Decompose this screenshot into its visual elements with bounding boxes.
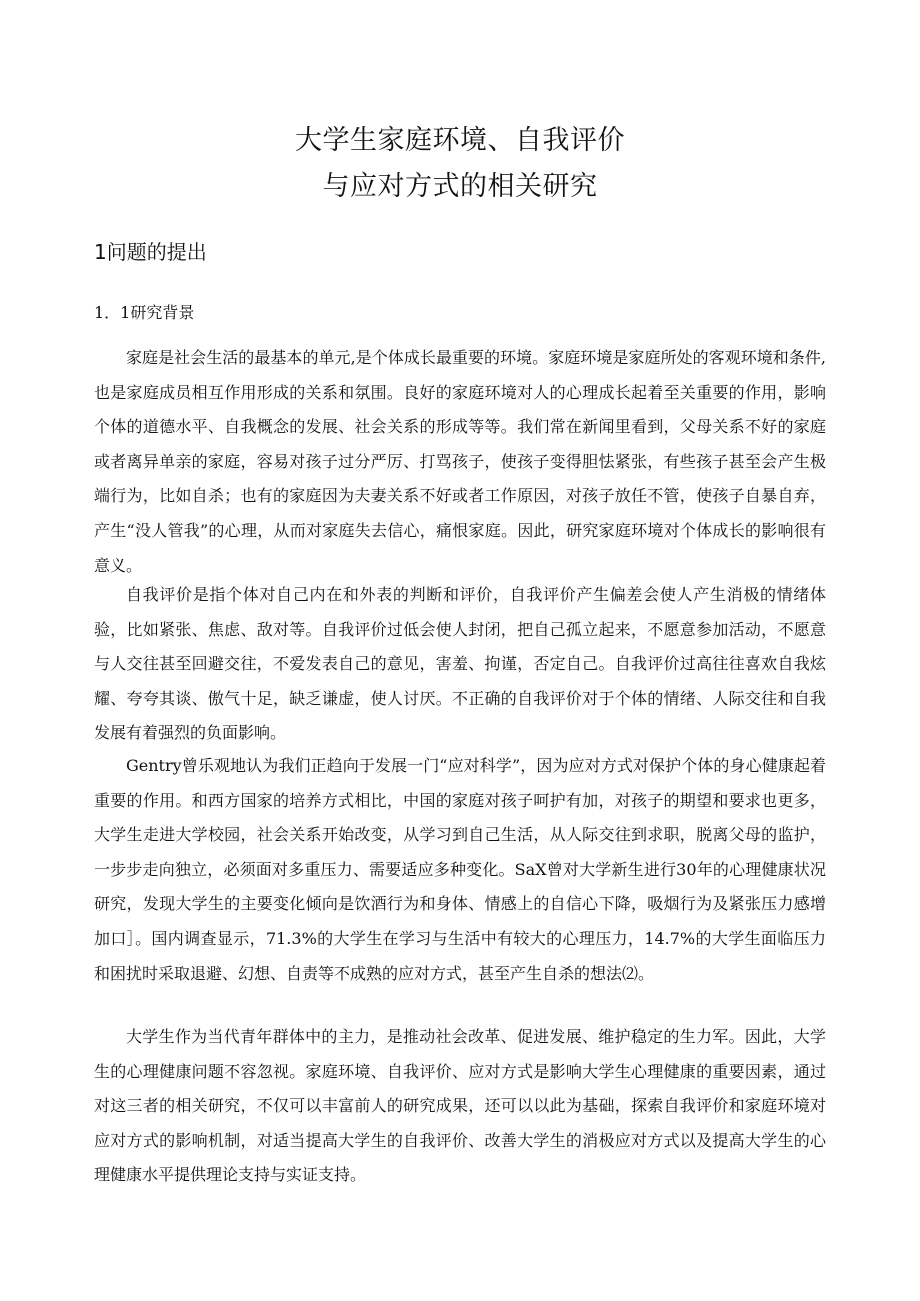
subsection-heading: 1．1研究背景: [94, 303, 195, 322]
paragraph-research-significance: 大学生作为当代青年群体中的主力，是推动社会改革、促进发展、维护稳定的生力军。因此，大学生的心理健康问题不容忽视。家庭环境、自我评价、应对方式是影响大学生心理健康的重要因素，通过对这三者的相关研究，不仅可以丰富前人的研究成果，还可以以此为基础，探索自我评价和家庭环境对应对方式的影响机制，对适当提高大学生的自我评价、改善大学生的消极应对方式以及提高大学生的心理健康水平提供理论支持与实证支持。: [94, 1027, 826, 1185]
paragraph-self-evaluation: 自我评价是指个体对自己内在和外表的判断和评价，自我评价产生偏差会使人产生消极的情绪体验，比如紧张、焦虑、敌对等。自我评价过低会使人封闭，把自己孤立起来，不愿意参加活动，不愿意与人交往甚至回避交往，不爱发表自己的意见，害羞、拘谨，否定自己。自我评价过高往往喜欢自我炫耀、夸夸其谈、傲气十足，缺乏谦虚，使人讨厌。不正确的自我评价对于个体的情绪、人际交往和自我发展有着强烈的负面影响。: [94, 585, 826, 743]
document-title-line-2: 与应对方式的相关研究: [322, 171, 598, 202]
document-title-line-1: 大学生家庭环境、自我评价: [295, 125, 625, 156]
paragraph-coping-style: Gentry曾乐观地认为我们正趋向于发展一门“应对科学”，因为应对方式对保护个体的身心健康起着重要的作用。和西方国家的培养方式相比，中国的家庭对孩子呵护有加，对孩子的期望和要求也更多，大学生走进大学校园，社会关系开始改变，从学习到自己生活，从人际交往到求职，脱离父母的监护，一步步走向独立，必须面对多重压力、需要适应多种变化。SaX曾对大学新生进行30年的心理健康状况研究，发现大学生的主要变化倾向是饮酒行为和身体、情感上的自信心下降，吸烟行为及紧张压力感增加口］。国内调查显示，71.3%的大学生在学习与生活中有较大的心理压力，14.7%的大学生面临压力和困扰时采取退避、幻想、自责等不成熟的应对方式，甚至产生自杀的想法⑵。: [94, 756, 826, 983]
paragraph-family-environment: 家庭是社会生活的最基本的单元,是个体成长最重要的环境。家庭环境是家庭所处的客观环境和条件,也是家庭成员相互作用形成的关系和氛围。良好的家庭环境对人的心理成长起着至关重要的作用，影响个体的道德水平、自我概念的发展、社会关系的形成等等。我们常在新闻里看到，父母关系不好的家庭或者离异单亲的家庭，容易对孩子过分严厉、打骂孩子，使孩子变得胆怯紧张，有些孩子甚至会产生极端行为，比如自杀；也有的家庭因为夫妻关系不好或者工作原因，对孩子放任不管，使孩子自暴自弃，产生“没人管我”的心理，从而对家庭失去信心，痛恨家庭。因此，研究家庭环境对个体成长的影响很有意义。: [94, 348, 826, 575]
section-heading: 1问题的提出: [94, 240, 207, 264]
